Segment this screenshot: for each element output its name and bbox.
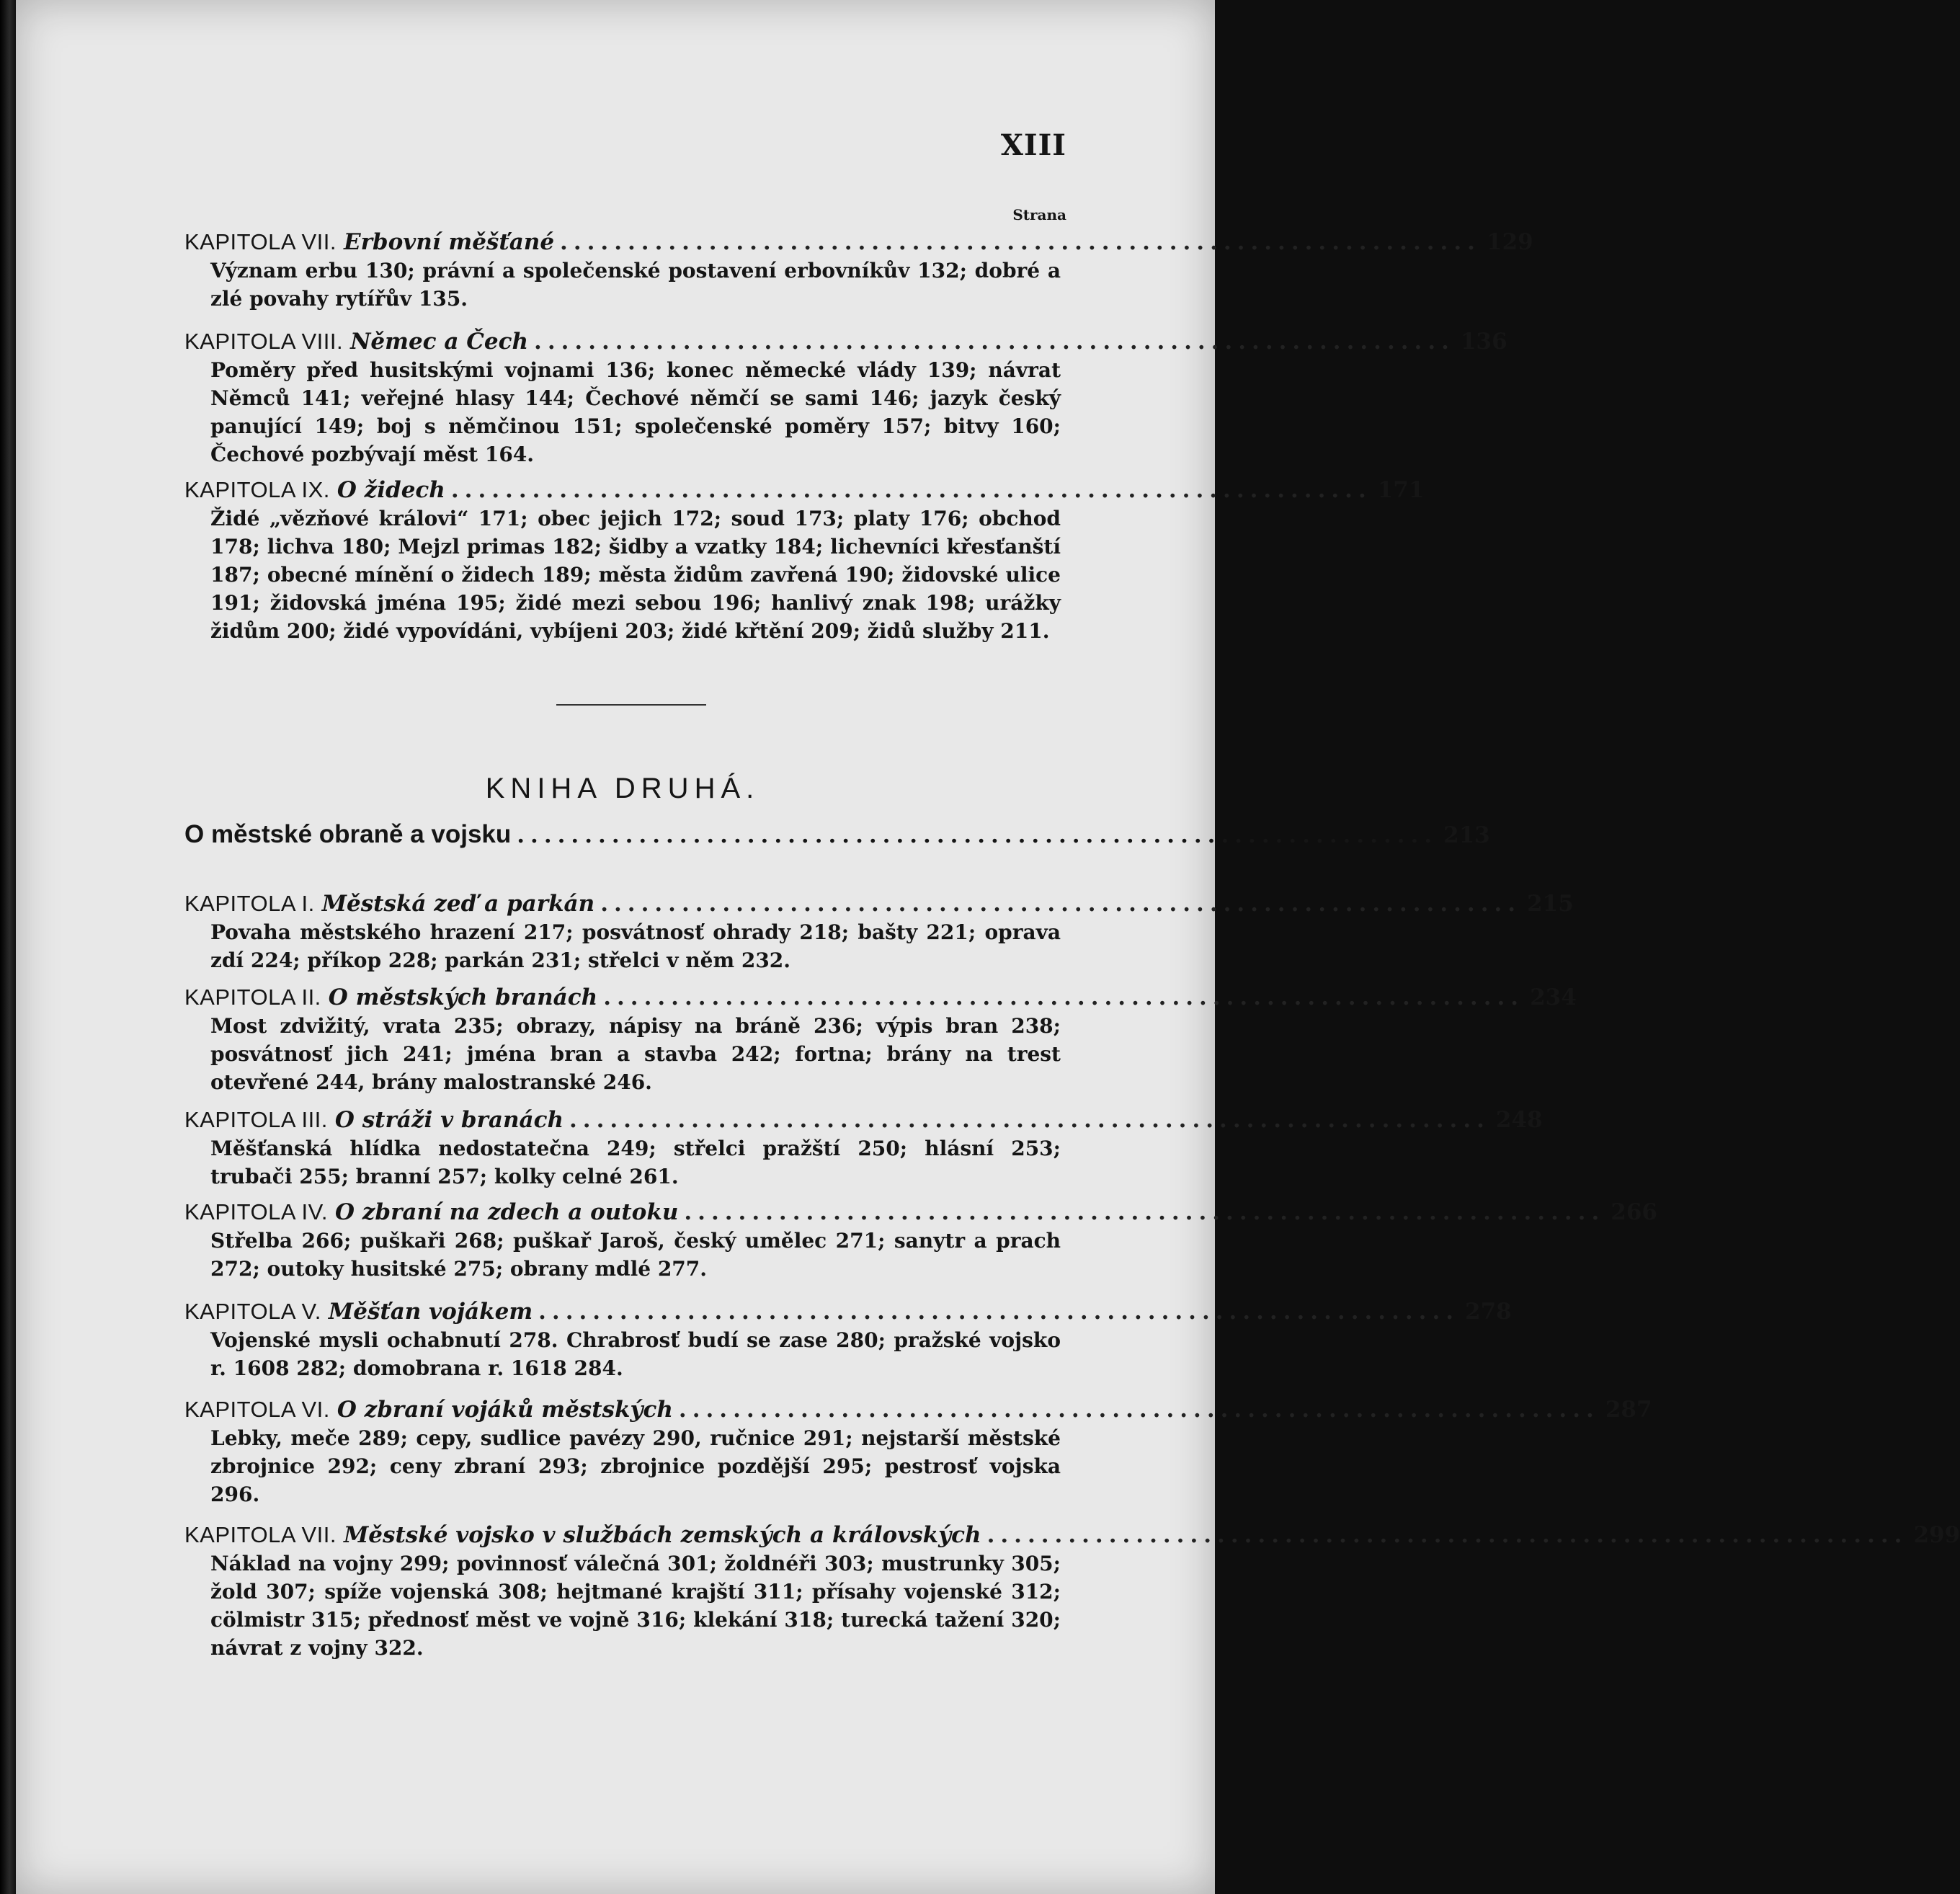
chapter-heading	[184, 1395, 1652, 1424]
chapter-title: Městská zeď a parkán	[321, 891, 595, 917]
chapter-title: Měšťan vojákem	[328, 1299, 533, 1325]
section-page: 213	[1443, 822, 1490, 848]
chapter-page: 299	[1913, 1522, 1960, 1548]
leader-dots: ....................................................................	[538, 1299, 1460, 1325]
chapter-title: O stráži v branách	[334, 1107, 564, 1133]
chapter-title: O židech	[337, 477, 445, 503]
chapter-page: 248	[1495, 1107, 1543, 1133]
chapter-entry	[184, 228, 1533, 313]
leader-dots: ....................................................................	[678, 1397, 1600, 1423]
chapter-page: 136	[1460, 329, 1507, 355]
chapter-title: O zbraní na zdech a outoku	[335, 1199, 679, 1225]
section-heading	[184, 820, 1490, 849]
chapter-title: Němec a Čech	[350, 329, 529, 355]
chapter-entry	[184, 327, 1507, 468]
chapter-page: 234	[1530, 984, 1577, 1010]
leader-dots: ....................................................................	[569, 1107, 1490, 1133]
chapter-summary: Měšťanská hlídka nedostatečna 249; střelci pražští 250; hlásní 253; trubači 255; branní 257; kolky celné 261.	[210, 1137, 1061, 1188]
chapter-label: KAPITOLA VIII.	[184, 329, 344, 354]
chapter-summary: Poměry před husitskými vojnami 136; konec německé vlády 139; návrat Němců 141; veřejné hlasy 144; Čechové němčí se sami 146; jazyk český panující 149; boj s němčinou 151; společenské poměry 157; bitvy 160; Čechové pozbývají měst 164.	[210, 358, 1061, 466]
chapter-heading	[184, 1198, 1657, 1227]
book-title: KNIHA DRUHÁ.	[485, 773, 760, 804]
chapter-summary: Význam erbu 130; právní a společenské postavení erbovníkův 132; dobré a zlé povahy rytířův 135.	[210, 259, 1061, 311]
chapter-label: KAPITOLA I.	[184, 891, 315, 916]
leader-dots: ....................................................................	[603, 984, 1525, 1010]
chapter-page: 287	[1605, 1397, 1652, 1423]
chapter-label: KAPITOLA IV.	[184, 1199, 329, 1224]
chapter-label: KAPITOLA II.	[184, 984, 321, 1010]
chapter-heading	[184, 983, 1577, 1012]
chapter-title: Erbovní měšťané	[343, 229, 555, 255]
section-title: O městské obraně a vojsku	[184, 820, 512, 848]
chapter-heading	[184, 1106, 1543, 1134]
chapter-label: KAPITOLA V.	[184, 1299, 321, 1324]
chapter-title: Městské vojsko v službách zemských a královských	[343, 1522, 981, 1548]
chapter-heading	[184, 476, 1425, 504]
leader-dots: ....................................................................	[534, 329, 1455, 355]
left-book-edge	[0, 0, 16, 1894]
page	[16, 0, 1960, 1894]
chapter-summary: Vojenské mysli ochabnutí 278. Chrabrosť budí se zase 280; pražské vojsko r. 1608 282; domobrana r. 1618 284.	[210, 1328, 1061, 1380]
leader-dots: ....................................................................	[560, 229, 1481, 255]
leader-dots: ....................................................................	[517, 822, 1438, 848]
chapter-summary: Most zdvižitý, vrata 235; obrazy, nápisy na bráně 236; výpis bran 238; posvátnosť jich 241; jména bran a stavba 242; fortna; brány na trest otevřené 244, brány malostranské 246.	[210, 1014, 1061, 1094]
chapter-heading	[184, 889, 1574, 918]
chapter-title: O zbraní vojáků městských	[337, 1397, 673, 1423]
chapter-heading	[184, 1297, 1512, 1326]
chapter-entry	[184, 983, 1577, 1096]
chapter-title: O městských branách	[328, 984, 598, 1010]
chapter-label: KAPITOLA IX.	[184, 477, 330, 502]
chapter-label: KAPITOLA VI.	[184, 1397, 330, 1422]
chapter-summary: Střelba 266; puškaři 268; puškař Jaroš, český umělec 271; sanytr a prach 272; outoky husitské 275; obrany mdlé 277.	[210, 1229, 1061, 1281]
chapter-entry	[184, 476, 1425, 645]
chapter-entry	[184, 1395, 1652, 1508]
chapter-entry	[184, 1106, 1543, 1191]
chapter-page: 215	[1527, 891, 1574, 917]
chapter-page: 278	[1465, 1299, 1512, 1325]
chapter-label: KAPITOLA VII.	[184, 229, 337, 254]
chapter-label: KAPITOLA VII.	[184, 1522, 337, 1547]
leader-dots: ....................................................................	[450, 477, 1372, 503]
chapter-page: 129	[1486, 229, 1533, 255]
chapter-heading	[184, 228, 1533, 257]
chapter-heading	[184, 327, 1507, 356]
chapter-page: 171	[1377, 477, 1425, 503]
chapter-entry	[184, 1198, 1657, 1283]
chapter-heading	[184, 1521, 1960, 1550]
leader-dots: ....................................................................	[684, 1199, 1605, 1225]
page-number: XIII	[1000, 128, 1066, 162]
chapter-entry	[184, 1521, 1960, 1662]
column-header-strana: Strana	[1012, 206, 1066, 223]
chapter-summary: Povaha městského hrazení 217; posvátnosť ohrady 218; bašty 221; oprava zdí 224; příkop 228; parkán 231; střelci v něm 232.	[210, 920, 1061, 972]
section-divider	[556, 704, 706, 706]
chapter-summary: Náklad na vojny 299; povinnosť válečná 301; žoldnéři 303; mustrunky 305; žold 307; spíže vojenská 308; hejtmané krajští 311; přísahy vojenské 312; cölmistr 315; přednosť měst ve vojně 316; klekání 318; turecká tažení 320; návrat z vojny 322.	[210, 1552, 1061, 1660]
leader-dots: ....................................................................	[600, 891, 1522, 917]
chapter-entry	[184, 889, 1574, 974]
chapter-entry	[184, 1297, 1512, 1382]
chapter-label: KAPITOLA III.	[184, 1107, 328, 1132]
chapter-summary: Židé „vězňové královi“ 171; obec jejich 172; soud 173; platy 176; obchod 178; lichva 180; Mejzl primas 182; šidby a vzatky 184; lichevníci křesťanští 187; obecné mínění o židech 189; města židům zavřená 190; židovské ulice 191; židovská jména 195; židé mezi sebou 196; hanlivý znak 198; urážky židům 200; židé vypovídáni, vybíjeni 203; židé křtění 209; židů služby 211.	[210, 507, 1061, 643]
chapter-summary: Lebky, meče 289; cepy, sudlice pavézy 290, ručnice 291; nejstarší městské zbrojnice 292; ceny zbraní 293; zbrojnice pozdější 295; pestrosť vojska 296.	[210, 1426, 1061, 1506]
chapter-page: 266	[1611, 1199, 1657, 1225]
leader-dots: ....................................................................	[986, 1522, 1908, 1548]
